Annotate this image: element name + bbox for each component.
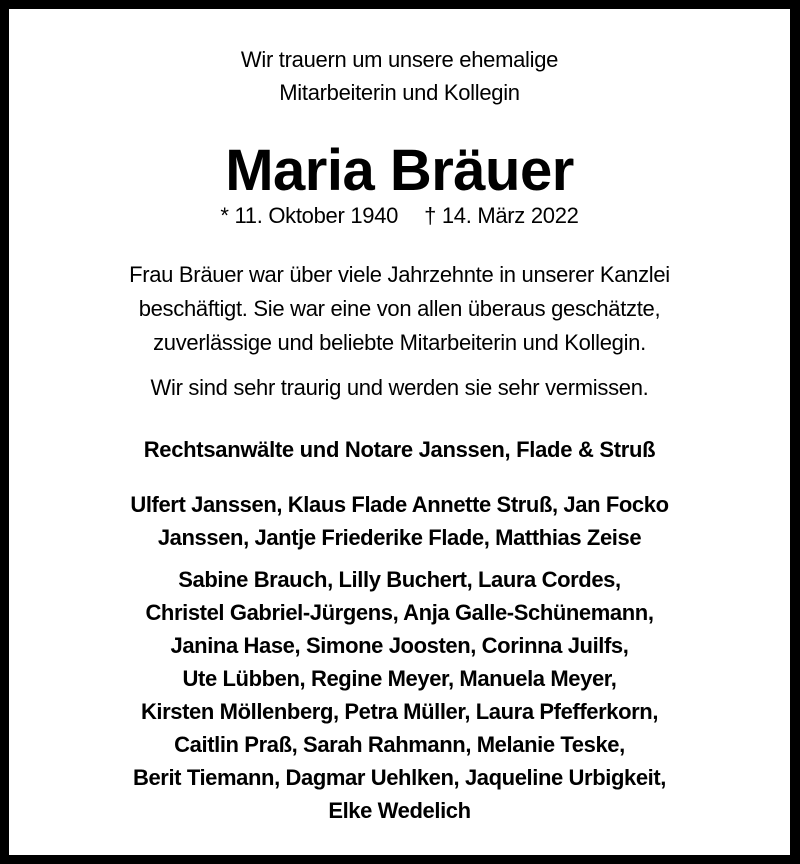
staff-line: Ute Lübben, Regine Meyer, Manuela Meyer, <box>182 666 617 691</box>
intro-line: Wir trauern um unsere ehemalige <box>240 47 559 72</box>
tribute-line: Frau Bräuer war über viele Jahrzehnte in unserer Kanzlei <box>129 262 670 287</box>
staff-line: Kirsten Möllenberg, Petra Müller, Laura Pfefferkorn, <box>140 699 659 724</box>
firm-name: Rechtsanwälte und Notare Janssen, Flade & Struß <box>143 437 656 462</box>
death-date: † 14. März 2022 <box>424 203 579 228</box>
life-dates <box>9 203 790 229</box>
tribute-closing: Wir sind sehr traurig und werden sie sehr vermissen. <box>150 375 649 400</box>
tribute-line: zuverlässige und beliebte Mitarbeiterin und Kollegin. <box>153 330 646 355</box>
partners-line: Ulfert Janssen, Klaus Flade Annette Struß, Jan Focko <box>130 492 669 517</box>
staff-line: Sabine Brauch, Lilly Buchert, Laura Cordes, <box>178 567 621 592</box>
tribute-line: beschäftigt. Sie war eine von allen überaus geschätzte, <box>138 296 661 321</box>
staff-line: Caitlin Praß, Sarah Rahmann, Melanie Teske, <box>174 732 625 757</box>
staff-line: Elke Wedelich <box>328 798 471 823</box>
staff-line: Christel Gabriel-Jürgens, Anja Galle-Schünemann, <box>145 600 654 625</box>
deceased-name: Maria Bräuer <box>225 138 574 203</box>
staff-line: Berit Tiemann, Dagmar Uehlken, Jaqueline Urbigkeit, <box>132 765 667 790</box>
birth-date: * 11. Oktober 1940 <box>220 203 399 228</box>
obituary-notice <box>9 9 790 855</box>
staff-line: Janina Hase, Simone Joosten, Corinna Juilfs, <box>170 633 629 658</box>
partners-line: Janssen, Jantje Friederike Flade, Matthias Zeise <box>157 525 642 550</box>
intro-line: Mitarbeiterin und Kollegin <box>279 80 520 105</box>
